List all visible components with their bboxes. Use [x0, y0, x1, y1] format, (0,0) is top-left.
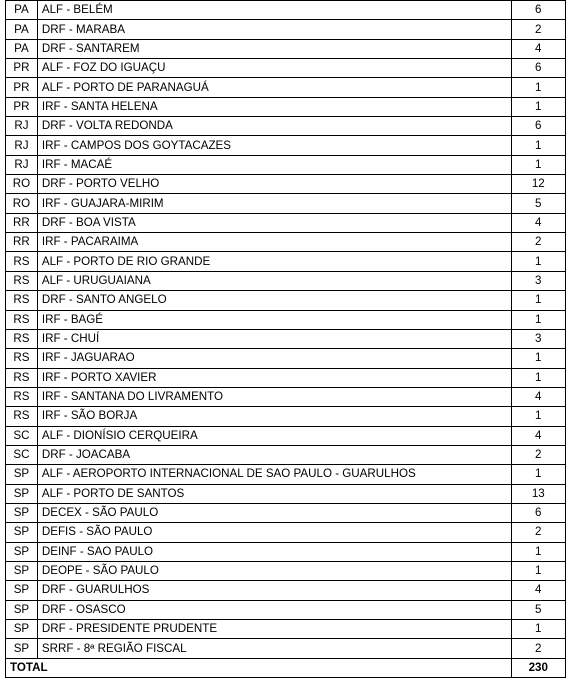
quantity-cell: 1	[511, 542, 565, 561]
unit-cell: DRF - JOACABA	[37, 445, 511, 464]
table-row	[6, 639, 566, 658]
unit-cell: DEOPE - SÃO PAULO	[37, 561, 511, 580]
table-row	[6, 20, 566, 39]
unit-cell: ALF - PORTO DE RIO GRANDE	[37, 252, 511, 271]
unit-cell: ALF - FOZ DO IGUAÇU	[37, 59, 511, 78]
state-cell: SP	[6, 503, 38, 522]
table-row	[6, 136, 566, 155]
table-row	[6, 329, 566, 348]
table-row	[6, 368, 566, 387]
unit-cell: IRF - SANTANA DO LIVRAMENTO	[37, 387, 511, 406]
table-row	[6, 291, 566, 310]
quantity-cell: 13	[511, 484, 565, 503]
unit-cell: DRF - BOA VISTA	[37, 213, 511, 232]
state-cell: RS	[6, 252, 38, 271]
state-cell: RR	[6, 233, 38, 252]
units-table	[5, 0, 566, 678]
unit-cell: ALF - URUGUAIANA	[37, 271, 511, 290]
state-cell: RO	[6, 175, 38, 194]
state-cell: RS	[6, 368, 38, 387]
table-row	[6, 620, 566, 639]
quantity-cell: 1	[511, 136, 565, 155]
total-label: TOTAL	[6, 658, 512, 677]
state-cell: RS	[6, 291, 38, 310]
state-cell: SP	[6, 484, 38, 503]
unit-cell: DRF - SANTAREM	[37, 39, 511, 58]
quantity-cell: 6	[511, 503, 565, 522]
unit-cell: IRF - GUAJARA-MIRIM	[37, 194, 511, 213]
quantity-cell: 4	[511, 426, 565, 445]
state-cell: RJ	[6, 155, 38, 174]
table-row	[6, 349, 566, 368]
quantity-cell: 3	[511, 271, 565, 290]
unit-cell: ALF - AEROPORTO INTERNACIONAL DE SAO PAULO - GUARULHOS	[37, 465, 511, 484]
unit-cell: IRF - SANTA HELENA	[37, 97, 511, 116]
unit-cell: DEINF - SAO PAULO	[37, 542, 511, 561]
state-cell: SC	[6, 426, 38, 445]
state-cell: PR	[6, 59, 38, 78]
state-cell: SP	[6, 639, 38, 658]
table-row	[6, 78, 566, 97]
state-cell: SP	[6, 523, 38, 542]
unit-cell: ALF - PORTO DE PARANAGUÁ	[37, 78, 511, 97]
quantity-cell: 4	[511, 387, 565, 406]
unit-cell: IRF - SÃO BORJA	[37, 407, 511, 426]
unit-cell: DRF - GUARULHOS	[37, 581, 511, 600]
table-row	[6, 445, 566, 464]
state-cell: RJ	[6, 136, 38, 155]
table-row	[6, 39, 566, 58]
table-row	[6, 503, 566, 522]
state-cell: RS	[6, 310, 38, 329]
quantity-cell: 12	[511, 175, 565, 194]
state-cell: SP	[6, 561, 38, 580]
unit-cell: DRF - VOLTA REDONDA	[37, 117, 511, 136]
total-value: 230	[511, 658, 565, 677]
table-row	[6, 175, 566, 194]
unit-cell: ALF - PORTO DE SANTOS	[37, 484, 511, 503]
unit-cell: IRF - PACARAIMA	[37, 233, 511, 252]
quantity-cell: 2	[511, 233, 565, 252]
state-cell: PA	[6, 39, 38, 58]
state-cell: RO	[6, 194, 38, 213]
quantity-cell: 1	[511, 465, 565, 484]
quantity-cell: 1	[511, 368, 565, 387]
table-row	[6, 233, 566, 252]
quantity-cell: 2	[511, 639, 565, 658]
table-row	[6, 484, 566, 503]
state-cell: RS	[6, 271, 38, 290]
state-cell: SP	[6, 600, 38, 619]
unit-cell: DEFIS - SÃO PAULO	[37, 523, 511, 542]
quantity-cell: 2	[511, 20, 565, 39]
total-row	[6, 658, 566, 677]
table-row	[6, 1, 566, 20]
quantity-cell: 6	[511, 59, 565, 78]
state-cell: SP	[6, 465, 38, 484]
quantity-cell: 2	[511, 523, 565, 542]
quantity-cell: 4	[511, 213, 565, 232]
state-cell: SP	[6, 581, 38, 600]
table-row	[6, 59, 566, 78]
quantity-cell: 3	[511, 329, 565, 348]
quantity-cell: 1	[511, 407, 565, 426]
state-cell: RS	[6, 387, 38, 406]
state-cell: SC	[6, 445, 38, 464]
table-row	[6, 523, 566, 542]
table-row	[6, 155, 566, 174]
unit-cell: ALF - DIONÍSIO CERQUEIRA	[37, 426, 511, 445]
state-cell: PR	[6, 78, 38, 97]
quantity-cell: 1	[511, 349, 565, 368]
unit-cell: IRF - JAGUARAO	[37, 349, 511, 368]
table-row	[6, 581, 566, 600]
state-cell: RS	[6, 407, 38, 426]
table-row	[6, 407, 566, 426]
table-row	[6, 387, 566, 406]
quantity-cell: 1	[511, 155, 565, 174]
quantity-cell: 1	[511, 291, 565, 310]
table-row	[6, 194, 566, 213]
unit-cell: IRF - CAMPOS DOS GOYTACAZES	[37, 136, 511, 155]
unit-cell: DECEX - SÃO PAULO	[37, 503, 511, 522]
unit-cell: DRF - MARABA	[37, 20, 511, 39]
unit-cell: DRF - OSASCO	[37, 600, 511, 619]
quantity-cell: 4	[511, 581, 565, 600]
table-row	[6, 542, 566, 561]
state-cell: RJ	[6, 117, 38, 136]
unit-cell: DRF - PRESIDENTE PRUDENTE	[37, 620, 511, 639]
state-cell: PA	[6, 20, 38, 39]
unit-cell: IRF - CHUÍ	[37, 329, 511, 348]
table-row	[6, 213, 566, 232]
quantity-cell: 1	[511, 310, 565, 329]
quantity-cell: 1	[511, 620, 565, 639]
state-cell: RR	[6, 213, 38, 232]
table-row	[6, 252, 566, 271]
table-row	[6, 271, 566, 290]
unit-cell: DRF - SANTO ANGELO	[37, 291, 511, 310]
unit-cell: ALF - BELÉM	[37, 1, 511, 20]
quantity-cell: 1	[511, 561, 565, 580]
table-row	[6, 117, 566, 136]
table-row	[6, 97, 566, 116]
state-cell: PA	[6, 1, 38, 20]
unit-cell: IRF - MACAÉ	[37, 155, 511, 174]
quantity-cell: 1	[511, 252, 565, 271]
unit-cell: IRF - PORTO XAVIER	[37, 368, 511, 387]
table-row	[6, 600, 566, 619]
state-cell: PR	[6, 97, 38, 116]
quantity-cell: 5	[511, 600, 565, 619]
quantity-cell: 5	[511, 194, 565, 213]
quantity-cell: 1	[511, 78, 565, 97]
table-row	[6, 561, 566, 580]
quantity-cell: 6	[511, 1, 565, 20]
unit-cell: IRF - BAGÉ	[37, 310, 511, 329]
unit-cell: SRRF - 8ª REGIÃO FISCAL	[37, 639, 511, 658]
table-row	[6, 310, 566, 329]
state-cell: SP	[6, 620, 38, 639]
state-cell: SP	[6, 542, 38, 561]
quantity-cell: 6	[511, 117, 565, 136]
table-row	[6, 426, 566, 445]
quantity-cell: 1	[511, 97, 565, 116]
state-cell: RS	[6, 349, 38, 368]
quantity-cell: 2	[511, 445, 565, 464]
table-row	[6, 465, 566, 484]
quantity-cell: 4	[511, 39, 565, 58]
unit-cell: DRF - PORTO VELHO	[37, 175, 511, 194]
state-cell: RS	[6, 329, 38, 348]
units-table-body	[6, 1, 566, 659]
